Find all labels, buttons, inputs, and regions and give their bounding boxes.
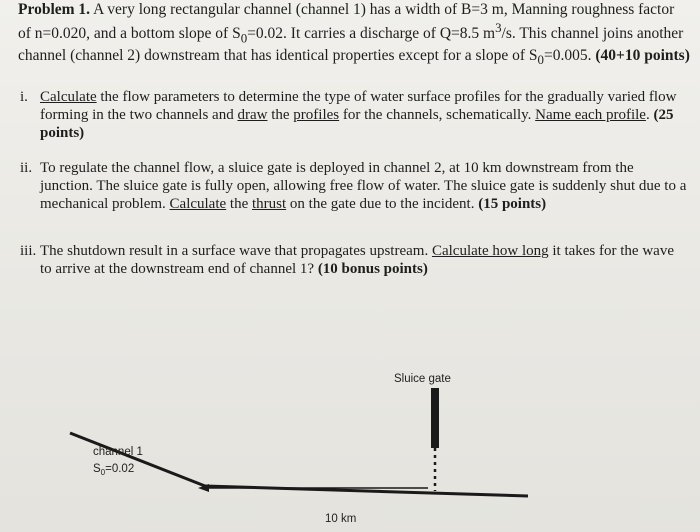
slope-label-prefix: S bbox=[93, 463, 101, 475]
subscript-zero: 0 bbox=[240, 30, 248, 46]
question-item-3 bbox=[20, 242, 688, 278]
underlined-text: Name each profile bbox=[535, 107, 646, 123]
item-body bbox=[40, 88, 688, 142]
slope-label bbox=[93, 463, 134, 477]
question-item-2 bbox=[20, 159, 688, 213]
underlined-text: draw bbox=[237, 107, 268, 123]
intro-text-1: A very long rectangular channel (channel 1) has a width of B=3 m, Manning roughness factor of n=0.020, and a bottom slope of S bbox=[18, 1, 675, 43]
text-segment: on the gate due to the incident. bbox=[286, 196, 479, 212]
text-segment: for the channels, schematically. bbox=[339, 107, 536, 123]
underlined-text: Calculate bbox=[169, 196, 227, 212]
item-body bbox=[40, 242, 688, 278]
text-segment: . bbox=[645, 107, 654, 123]
question-item-1 bbox=[20, 88, 688, 142]
slope-label-value: =0.02 bbox=[105, 463, 135, 475]
intro-text-2: =0.02. It carries a discharge of Q=8.5 m bbox=[247, 25, 496, 43]
intro-text-3: /s. This channel joins another channel (channel 2) downstream that has identical properties except for a slope of S bbox=[18, 25, 684, 65]
superscript-three: 3 bbox=[495, 20, 502, 35]
underlined-text: Calculate bbox=[40, 89, 97, 105]
points-text: (10 bonus points) bbox=[317, 261, 428, 277]
points-text: (25 points) bbox=[40, 107, 674, 141]
channel-1-bed-line bbox=[70, 433, 205, 486]
subscript-zero: 0 bbox=[537, 52, 544, 68]
slope-label-subscript: 0 bbox=[100, 468, 106, 477]
text-segment: To regulate the channel flow, a sluice gate is deployed in channel 2, at 10 km downstream from the junction. The sluice gate is fully open, allowing free flow of water. The sluice gate is suddenly shut due to a mechanical problem. bbox=[40, 160, 687, 212]
sluice-gate-label: Sluice gate bbox=[394, 373, 451, 385]
text-segment: it takes for the wave to arrive at the downstream end of channel 1? bbox=[40, 243, 674, 277]
problem-points: (40+10 points) bbox=[595, 47, 690, 65]
item-body bbox=[40, 159, 688, 213]
distance-label: 10 km bbox=[325, 513, 357, 525]
sluice-gate-bar bbox=[431, 388, 439, 448]
points-text: (15 points) bbox=[478, 196, 547, 212]
item-number: ii. bbox=[20, 160, 33, 176]
text-segment: the flow parameters to determine the type of water surface profiles for the gradually varied flow forming in the two channels and bbox=[40, 89, 677, 123]
text-segment: The shutdown result in a surface wave that propagates upstream. bbox=[40, 243, 432, 259]
underlined-text: profiles bbox=[293, 107, 340, 123]
text-segment: the bbox=[226, 196, 252, 212]
problem-heading: Problem 1. bbox=[18, 1, 91, 18]
channel-diagram bbox=[0, 360, 700, 532]
channel-1-label: channel 1 bbox=[93, 446, 143, 458]
text-segment: the bbox=[267, 107, 294, 123]
intro-text-4: =0.005. bbox=[543, 47, 596, 65]
item-number: iii. bbox=[20, 243, 37, 259]
problem-statement bbox=[18, 1, 690, 69]
underlined-text: Calculate how long bbox=[431, 243, 549, 259]
underlined-text: thrust bbox=[252, 196, 287, 212]
item-number: i. bbox=[20, 89, 28, 105]
